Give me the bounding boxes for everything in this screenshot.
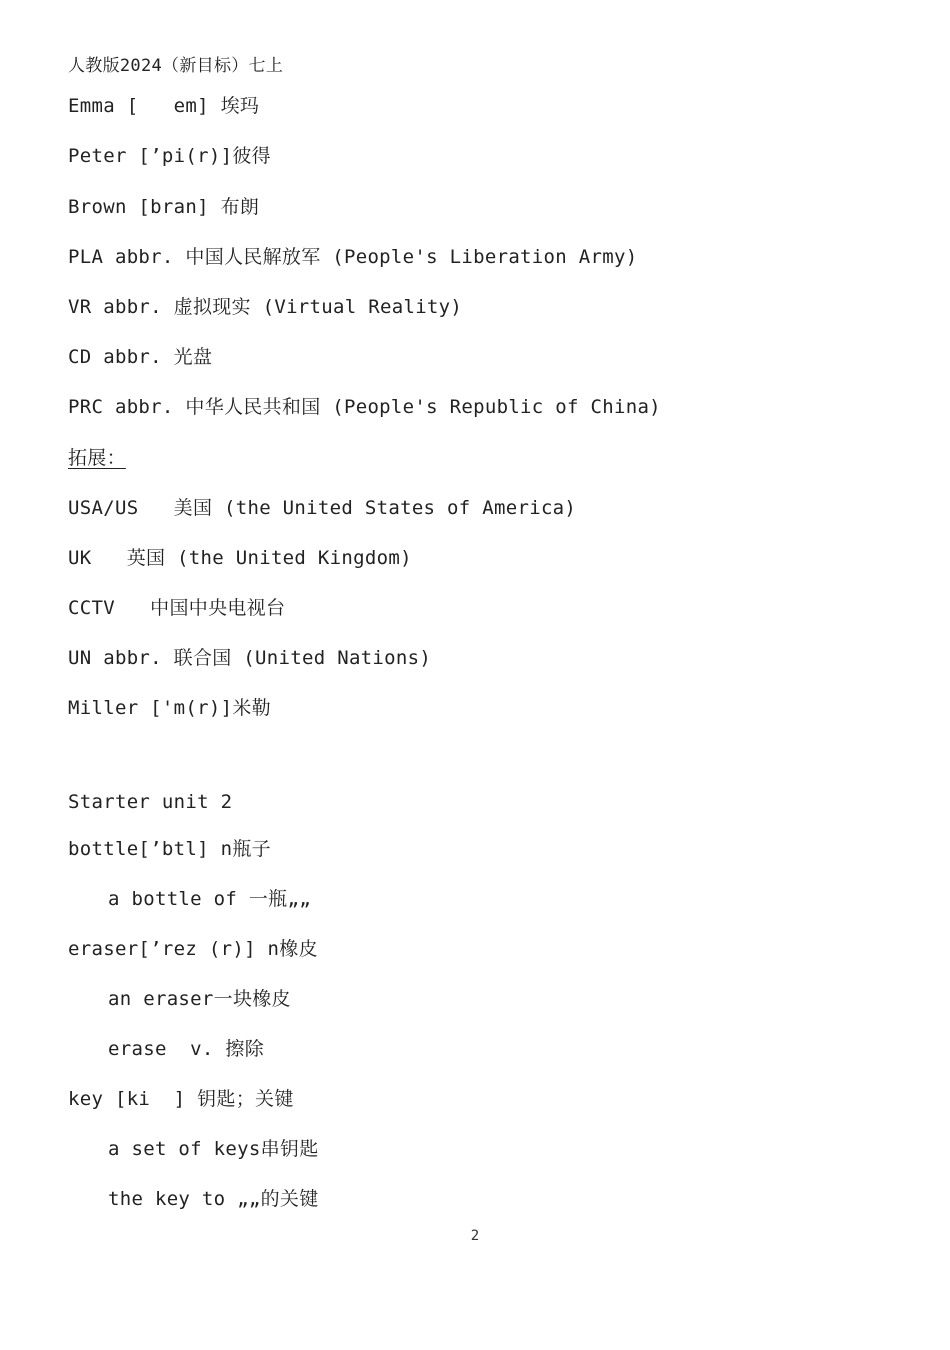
vocab-entry-pla: PLA abbr. 中国人民解放军 (People's Liberation Army) (68, 246, 638, 268)
vocab-entry-emma: Emma [ em] 埃玛 (68, 95, 260, 117)
vocab-entry-usa: USA/US 美国 (the United States of America) (68, 497, 577, 519)
vocab-entry-prc: PRC abbr. 中华人民共和国 (People's Republic of China) (68, 396, 661, 418)
vocab-entry-bottle: bottle[’btl] n瓶子 (68, 838, 271, 860)
phrase-bottle-of: a bottle of 一瓶„„ (108, 888, 311, 910)
vocab-entry-cctv: CCTV 中国中央电视台 (68, 597, 286, 619)
vocab-entry-eraser: eraser[’rez (r)] n橡皮 (68, 938, 318, 960)
vocab-entry-key: key [ki ] 钥匙；关键 (68, 1088, 294, 1110)
vocab-entry-cd: CD abbr. 光盘 (68, 346, 213, 368)
phrase-key-to: the key to „„的关键 (108, 1188, 319, 1210)
document-header: 人教版2024（新目标）七上 (68, 56, 284, 76)
vocab-entry-peter: Peter [’pi(r)]彼得 (68, 145, 271, 167)
phrase-erase: erase v. 擦除 (108, 1038, 264, 1060)
phrase-an-eraser: an eraser一块橡皮 (108, 988, 291, 1010)
section-title: Starter unit 2 (68, 791, 233, 813)
vocab-entry-miller: Miller ['m(r)]米勒 (68, 697, 271, 719)
vocab-entry-brown: Brown [bran] 布朗 (68, 196, 260, 218)
phrase-set-of-keys: a set of keys串钥匙 (108, 1138, 319, 1160)
extension-heading: 拓展： (68, 447, 126, 469)
vocab-entry-un: UN abbr. 联合国 (United Nations) (68, 647, 432, 669)
page-number: 2 (470, 1228, 480, 1244)
vocab-entry-uk: UK 英国 (the United Kingdom) (68, 547, 412, 569)
vocab-entry-vr: VR abbr. 虚拟现实 (Virtual Reality) (68, 296, 463, 318)
